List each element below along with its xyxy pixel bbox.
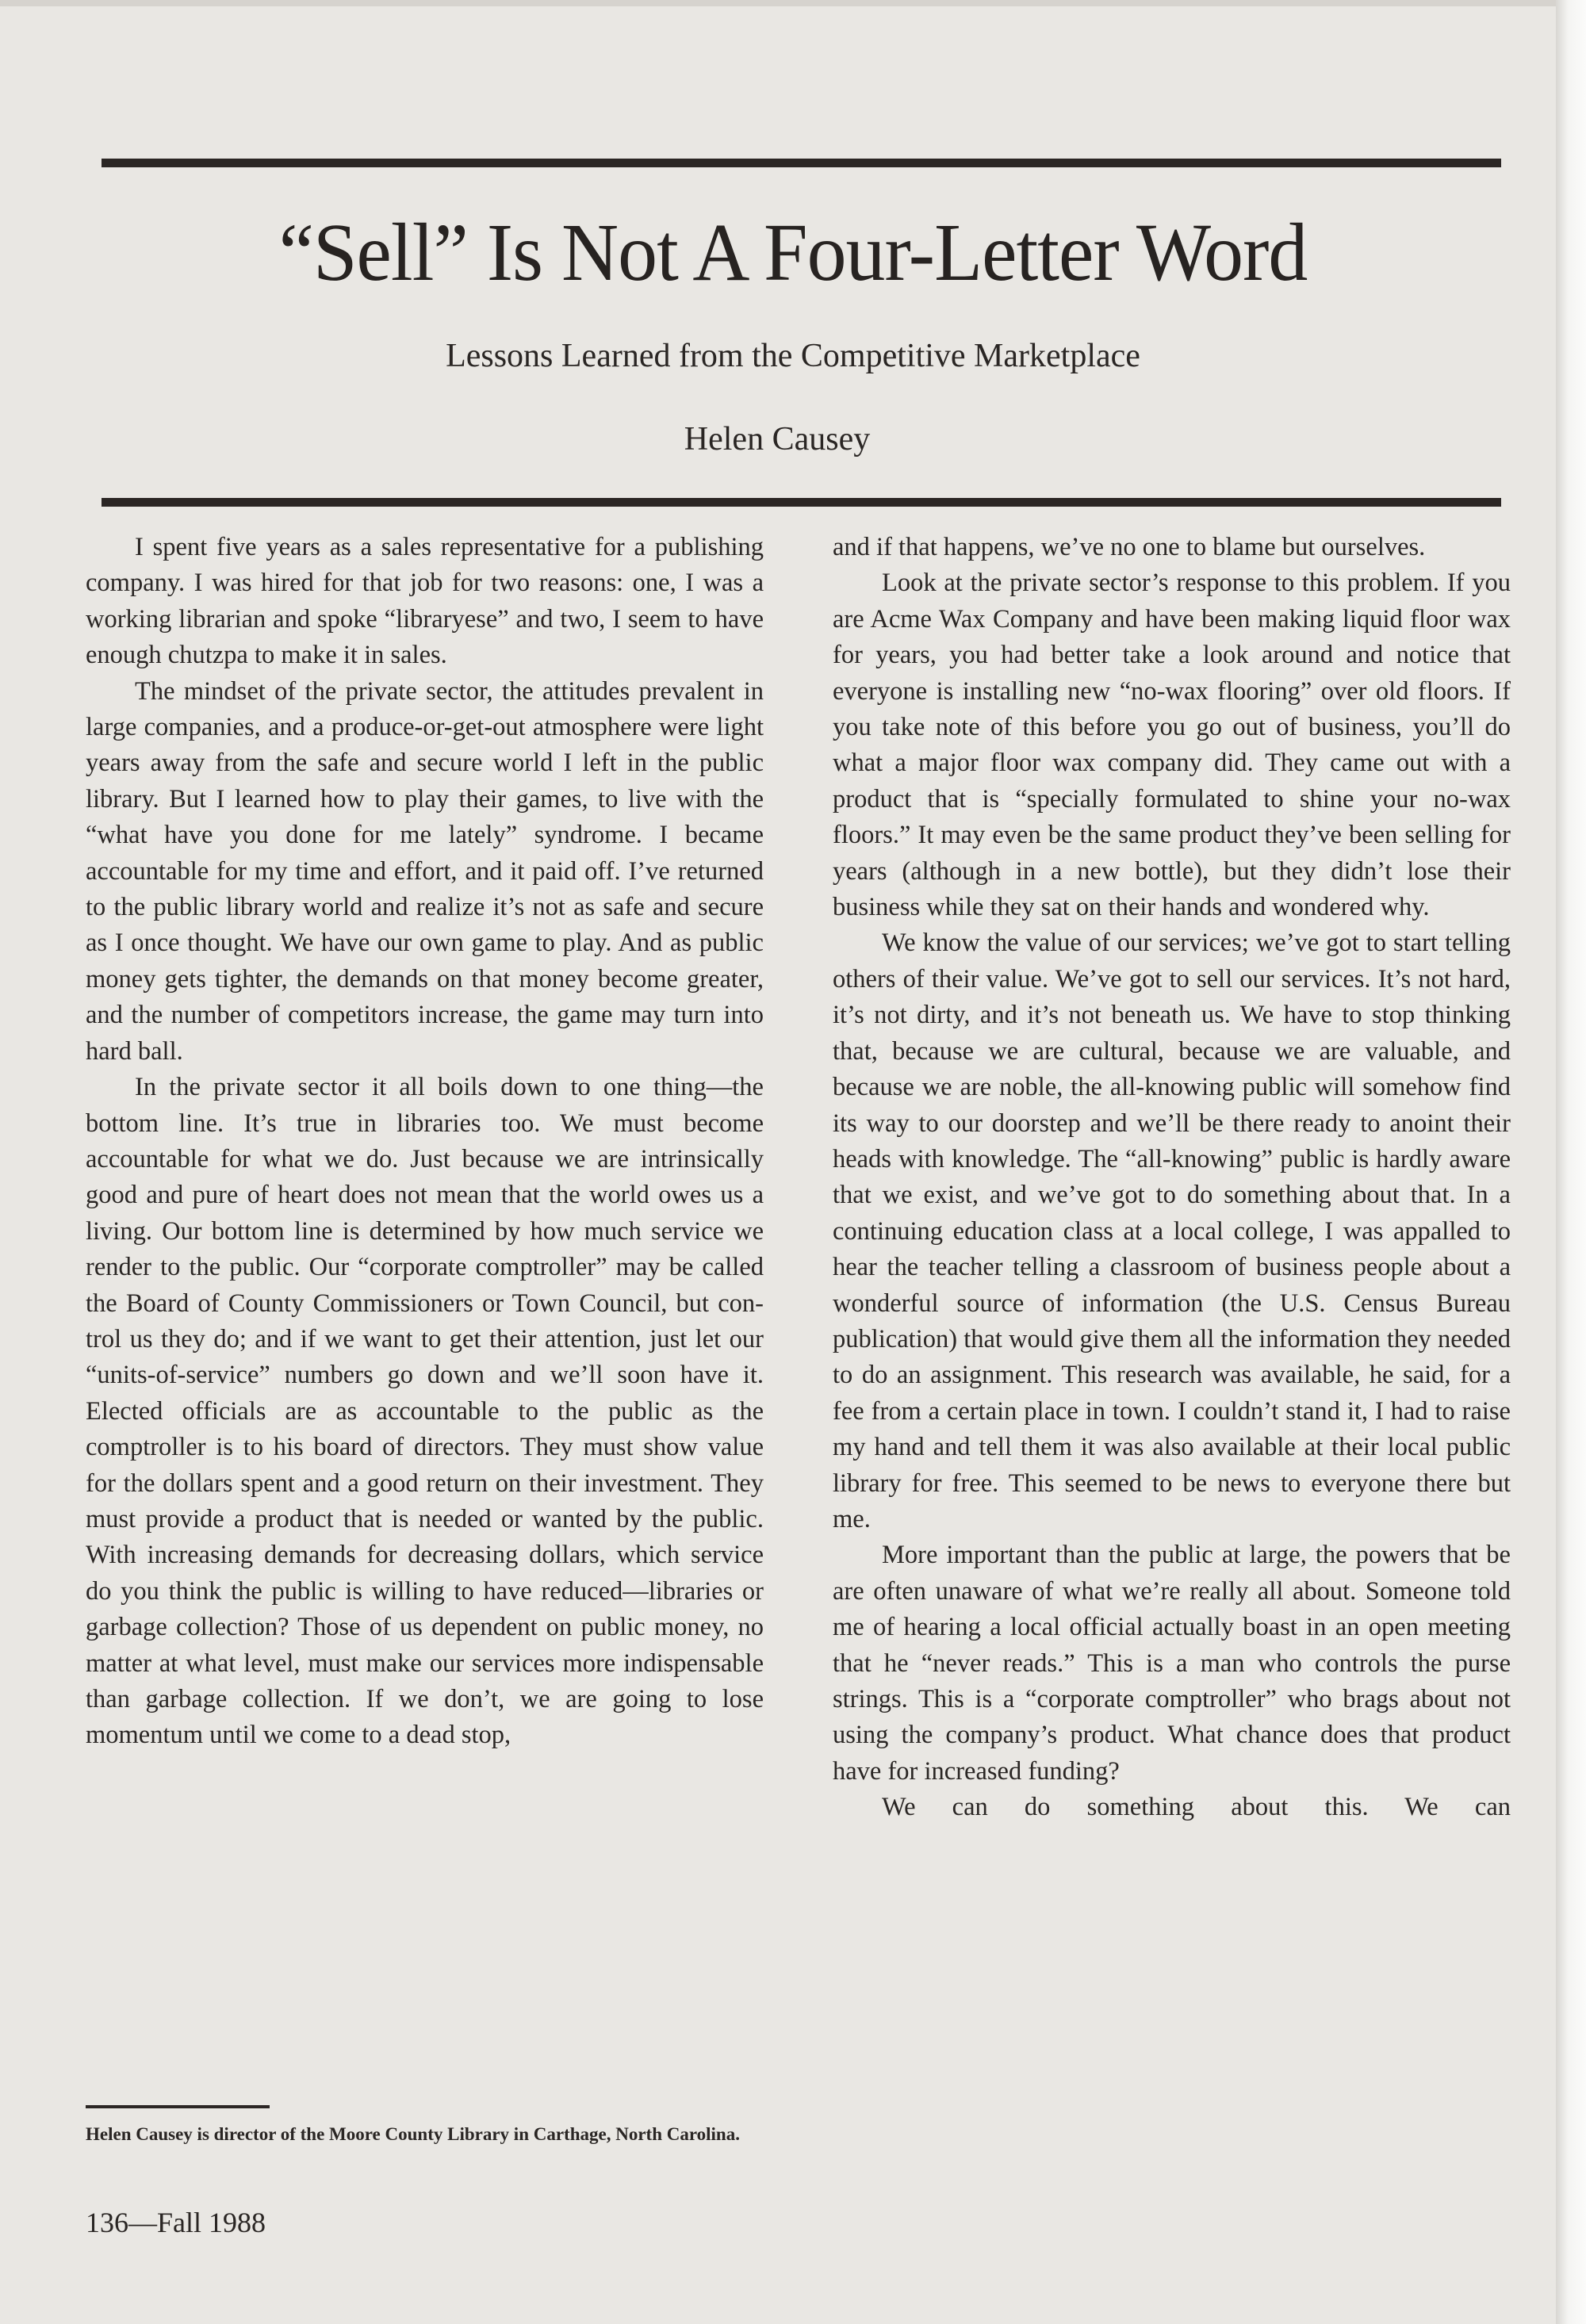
article-title: “Sell” Is Not A Four-Letter Word: [278, 207, 1308, 298]
title-rule-top: [102, 159, 1501, 167]
page-top-edge: [0, 0, 1586, 6]
article-subtitle: Lessons Learned from the Competitive Marketplace: [446, 338, 1140, 374]
paragraph: I spent five years as a sales representative for a publishing company. I was hired for that job for two reasons: one, I was a working librarian and spoke “libraryese” and two, I seem to have enough chutzpa to make it in sales.: [86, 533, 764, 670]
paragraph: Look at the private sector’s response to this problem. If you are Acme Wax Company and have been making liquid floor wax for years, you had better take a look around and notice that everyone is installing new “no-wax flooring” over old floors. If you take note of this before you go out of business, you’ll do what a major floor wax company did. They came out with a product that is “specially formulated to shine your no-wax floors.” It may even be the same product they’ve been selling for years (although in a new bottle), but they didn’t lose their business while they sat on their hands and wondered why.: [833, 569, 1511, 922]
page-folio: 136—Fall 1988: [86, 2207, 266, 2238]
paragraph: We can do something about this. We can: [882, 1793, 1511, 1822]
footnote-rule: [86, 2105, 270, 2108]
paragraph: More important than the public at large, the powers that be are often unaware of what we’re really all about. Someone told me of hearing a local official actually boast in an open meeting that he “never reads.” This is a man who controls the purse strings. This is a “corporate comptroller” who brags about not using the company’s product. What chance does that product have for increased funding?: [833, 1541, 1511, 1786]
author-bio-footnote: Helen Causey is director of the Moore County Library in Carthage, North Carolina.: [86, 2124, 740, 2144]
paragraph: The mindset of the private sector, the attitudes prevalent in large companies, and a produce-or-get-out atmosphere were light years away from the safe and secure world I left in the public library. But I learned how to play their games, to live with the “what have you done for me lately” syndrome. I became accountable for my time and effort, and it paid off. I’ve returned to the public library world and realize it’s not as safe and secure as I once thought. We have our own game to play. And as public money gets tighter, the demands on that money become greater, and the number of competitors increase, the game may turn into hard ball.: [86, 676, 764, 1066]
right-column: [833, 530, 1511, 1826]
article-author: Helen Causey: [684, 421, 871, 458]
left-column: [86, 530, 764, 1754]
paragraph: In the private sector it all boils down to one thing—the bottom line. It’s true in libraries too. We must become accountable for what we do. Just because we are intrinsically good and pure of heart does not mean that the world owes us a living. Our bottom line is determined by how much service we render to the public. Our “corporate comptroller” may be called the Board of County Commissioners or Town Council, but control us they do; and if we want to get their attention, just let our “units-of-service” numbers go down and we’ll soon have it. Elected officials are as accountable to the public as the comptroller is to his board of directors. They must show value for the dollars spent and a good return on their investment. They must provide a product that is needed or wanted by the public. With increasing demands for decreasing dollars, which service do you think the public is willing to have reduced—libraries or garbage collection? Those of us dependent on public money, no matter at what level, must make our services more indispensable than garbage collection. If we don’t, we are going to lose momentum until we come to a dead stop,: [86, 1073, 764, 1750]
title-rule-bottom: [102, 498, 1501, 507]
paragraph-continuation: and if that happens, we’ve no one to blame but ourselves.: [833, 533, 1426, 561]
paragraph: We know the value of our services; we’ve got to start telling others of their value. We’ve got to sell our services. It’s not hard, it’s not dirty, and it’s not beneath us. We have to stop thinking that, because we are cultural, because we are valuable, and because we are noble, the all-knowing public will somehow find its way to our doorstep and we’ll be there ready to anoint their heads with knowledge. The “all-knowing” public is hardly aware that we exist, and we’ve got to do something about that. In a continuing education class at a local college, I was appalled to hear the teacher telling a classroom of business people about a wonderful source of information (the U.S. Census Bureau publication) that would give them all the information they needed to do an assignment. This research was available, he said, for a fee from a certain place in town. I couldn’t stand it, I had to raise my hand and tell them it was also available at their local public library for free. This seemed to be news to everyone there but me.: [833, 928, 1511, 1533]
